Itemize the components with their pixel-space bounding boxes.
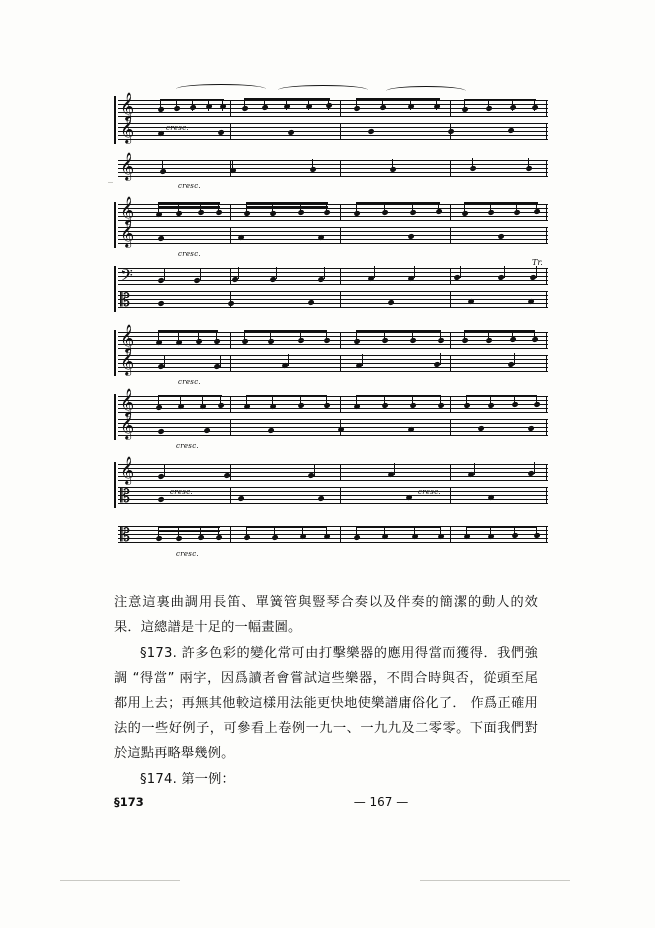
cresc-marking: cresc. [178,182,201,190]
stem [534,99,535,111]
staff [118,324,548,352]
notehead [227,300,234,306]
beam [464,202,538,204]
stem [326,202,327,214]
note-group [354,98,444,120]
stem [164,268,165,280]
paragraph-2: §173. 許多色彩的變化常可由打擊樂器的應用得當而獲得．我們強調 “得當” 兩字，因爲讀者會嘗試這些樂器，不問合時與否，從頭至尾都用上去；再無其他較這樣用法能更快地使樂譜庸俗化了． 作爲正確用法的一些好例子，可參看上卷例一九一、一九九及二零零。下面我們對於這點再略舉幾例。 [114,646,538,761]
notehead [405,494,412,500]
barline [546,100,547,117]
barline [546,160,547,177]
stem [202,395,203,407]
cresc-marking: cresc. [418,488,441,496]
stem [218,202,219,214]
notehead [467,298,474,304]
stem [384,330,385,342]
stem [200,202,201,214]
stem [326,395,327,407]
stem [490,395,491,407]
stem [474,463,475,475]
treble-clef-icon: 𝄞 [120,456,135,484]
note-group [156,330,540,352]
beam [158,530,220,532]
page-footer [114,795,538,815]
scan-edge-mark [420,880,570,881]
stem [514,353,515,365]
barline [450,204,451,221]
stem [302,526,303,538]
staff [118,411,548,439]
note-group [462,98,542,120]
stem [308,98,309,110]
notehead [487,494,494,500]
stem [238,267,239,279]
notehead [387,299,394,305]
notehead [317,234,324,240]
system-brace [114,202,116,248]
stem [274,526,275,538]
stem [356,330,357,342]
note-group [158,353,538,375]
stem [178,526,179,538]
stem [160,99,161,111]
stem [440,353,441,365]
stem [264,98,265,110]
notehead [527,298,534,304]
stem [328,98,329,110]
stem [362,354,363,366]
beam [466,395,536,397]
stem [326,526,327,538]
beam [246,206,328,208]
stem [244,330,245,342]
barline [546,464,547,481]
barline [546,396,547,413]
beam [464,330,534,332]
stem [246,395,247,407]
note-group [158,289,538,311]
beam [464,99,536,101]
barline [340,204,341,221]
stem [222,99,223,111]
beam [158,202,220,204]
beam [356,202,440,204]
treble-clef-icon: 𝄞 [120,411,135,439]
barline [546,526,547,543]
stem [246,202,247,214]
barline [450,100,451,117]
beam [246,202,328,204]
system-brace [114,330,116,376]
stem [412,395,413,407]
stem [436,98,437,110]
stem [314,464,315,476]
bass-clef-icon: 𝄡 [120,525,131,546]
notehead [203,427,210,433]
system-brace [114,394,116,440]
stem [440,330,441,342]
stem [326,330,327,342]
staff [118,266,548,288]
page-number: — 167 — [353,795,409,809]
note-group [158,462,538,484]
stem [374,266,375,278]
score-system [118,324,548,386]
score-system [118,518,548,562]
system-brace [114,266,116,312]
notehead [287,129,294,135]
notehead [407,426,414,432]
stem [412,202,413,214]
beam [356,98,440,100]
stem [534,462,535,474]
music-score [118,88,548,578]
stem [176,99,177,111]
notehead [507,127,514,133]
stem [158,526,159,538]
stem [536,526,537,538]
stem [536,266,537,278]
note-group [156,524,540,546]
beam [158,526,220,528]
staff [118,92,548,120]
beam [158,395,222,397]
stem [162,160,163,172]
trill-marking: Tr. [532,258,543,267]
notehead [367,128,374,134]
paragraph-3: §174. 第一例： [140,772,235,787]
note-group [158,225,538,247]
note-group [244,202,334,224]
note-group [158,485,538,507]
stem [158,202,159,214]
alto-clef-icon: 𝄢 [120,265,133,289]
cresc-marking: cresc. [178,250,201,258]
stem [464,330,465,342]
notehead [157,235,164,241]
stem [528,158,529,170]
note-group [158,417,538,439]
beam [246,395,326,397]
stem [230,464,231,476]
stem [272,202,273,214]
score-system [118,88,548,150]
score-system [118,388,548,450]
stem [384,202,385,214]
stem [514,526,515,538]
staff [118,152,548,180]
notehead [157,300,164,306]
stem [356,526,357,538]
staff [118,196,548,224]
stem [324,267,325,279]
stem [512,99,513,111]
stem [164,355,165,367]
notehead [217,129,224,135]
note-group [158,121,538,143]
stem [200,526,201,538]
score-system [118,152,548,194]
stem [356,98,357,110]
barline [546,123,547,140]
note-group [242,98,332,120]
stem [394,463,395,475]
stem [300,202,301,214]
stem [438,202,439,214]
body-text [114,590,538,793]
treble-clef-icon: 𝄞 [120,115,135,143]
note-group [354,202,444,224]
beam [356,526,440,528]
barline [546,419,547,436]
stem [516,202,517,214]
stem [270,330,271,342]
notehead [157,130,164,136]
notehead [497,233,504,239]
staff [118,456,548,484]
stem [300,330,301,342]
cresc-marking: cresc. [170,488,193,496]
barline [546,227,547,244]
stem [216,330,217,342]
barline [546,332,547,349]
stem [276,267,277,279]
stem [272,395,273,407]
notehead [157,428,164,434]
barline [340,100,341,117]
beam [356,330,440,332]
system-brace [114,462,116,508]
stem [440,526,441,538]
notehead [237,495,244,501]
stem [464,202,465,214]
stem [200,268,201,280]
stem [286,98,287,110]
stem [158,395,159,407]
stem [384,395,385,407]
staff [118,219,548,247]
stem [514,395,515,407]
stem [490,202,491,214]
stem [312,159,313,171]
stem [178,202,179,214]
stem [534,330,535,342]
stem [300,395,301,407]
stem [414,526,415,538]
stem [488,330,489,342]
beam [244,330,326,332]
cresc-marking: cresc. [176,550,199,558]
stem [246,526,247,538]
stem [410,98,411,110]
paragraph-1: 注意這裏曲調用長笛、單簧管與豎琴合奏以及伴奏的簡潔的動人的效果．這總譜是十足的一幅畫圖。 [114,595,538,635]
stem [490,526,491,538]
cresc-marking: cresc. [176,442,199,450]
phrase-slur [278,85,368,95]
cresc-marking: cresc. [178,378,201,386]
stem [460,266,461,278]
phrase-slur [176,84,266,94]
stem [440,395,441,407]
notehead [407,233,414,239]
beam [158,206,220,208]
barline [546,355,547,372]
stem [536,395,537,407]
note-group [160,158,540,180]
treble-clef-icon: 𝄞 [120,324,135,352]
treble-clef-icon: 𝄞 [120,92,135,120]
stem [180,395,181,407]
notehead [237,234,244,240]
barline [546,204,547,221]
stem [512,330,513,342]
bass-clef-icon: 𝄡 [120,290,131,311]
notehead [317,495,324,501]
stem [504,266,505,278]
stem [218,526,219,538]
stem [232,160,233,172]
barline [546,268,547,285]
beam [466,526,536,528]
beam [158,330,218,332]
stem [382,98,383,110]
scan-edge-mark [60,880,180,881]
note-group [158,98,228,120]
stem [192,99,193,111]
notehead [527,425,534,431]
stem [464,99,465,111]
stem [466,526,467,538]
barline [546,291,547,308]
system-brace [114,96,116,144]
stem [164,465,165,477]
stem [414,266,415,278]
stem [488,99,489,111]
treble-clef-icon: 𝄞 [120,196,135,224]
stem [384,526,385,538]
stem [412,330,413,342]
treble-clef-icon: 𝄞 [120,347,135,375]
stem [466,395,467,407]
stem [220,395,221,407]
staff [118,347,548,375]
treble-clef-icon: 𝄞 [120,219,135,247]
phrase-slur [386,86,466,96]
stem [198,330,199,342]
staff [118,524,548,546]
beam [246,526,326,528]
beam [356,395,440,397]
note-group [156,394,540,416]
stem [208,99,209,111]
barline [230,100,231,117]
score-system [118,260,548,322]
note-group [156,202,226,224]
barline [546,487,547,504]
treble-clef-icon: 𝄞 [120,152,135,180]
stem [356,202,357,214]
stem [472,158,473,170]
stem [244,98,245,110]
treble-clef-icon: 𝄞 [120,388,135,416]
stem [178,330,179,342]
score-system [118,452,548,516]
barline [230,204,231,221]
staff [118,289,548,311]
notehead [447,128,454,134]
stem [392,159,393,171]
stem [536,202,537,214]
notehead [477,425,484,431]
staff [118,388,548,416]
notehead [337,426,344,432]
notehead [307,299,314,305]
section-marker: §173 [114,795,144,809]
notehead [267,427,274,433]
stem [220,355,221,367]
stem [158,330,159,342]
note-group [158,266,538,288]
stem [288,354,289,366]
score-system [118,196,548,258]
bass-clef-icon: 𝄡 [120,486,131,507]
notehead [157,496,164,502]
cresc-marking: cresc. [166,124,189,132]
stem [356,395,357,407]
scan-edge-mark [108,182,113,183]
note-group [462,202,542,224]
